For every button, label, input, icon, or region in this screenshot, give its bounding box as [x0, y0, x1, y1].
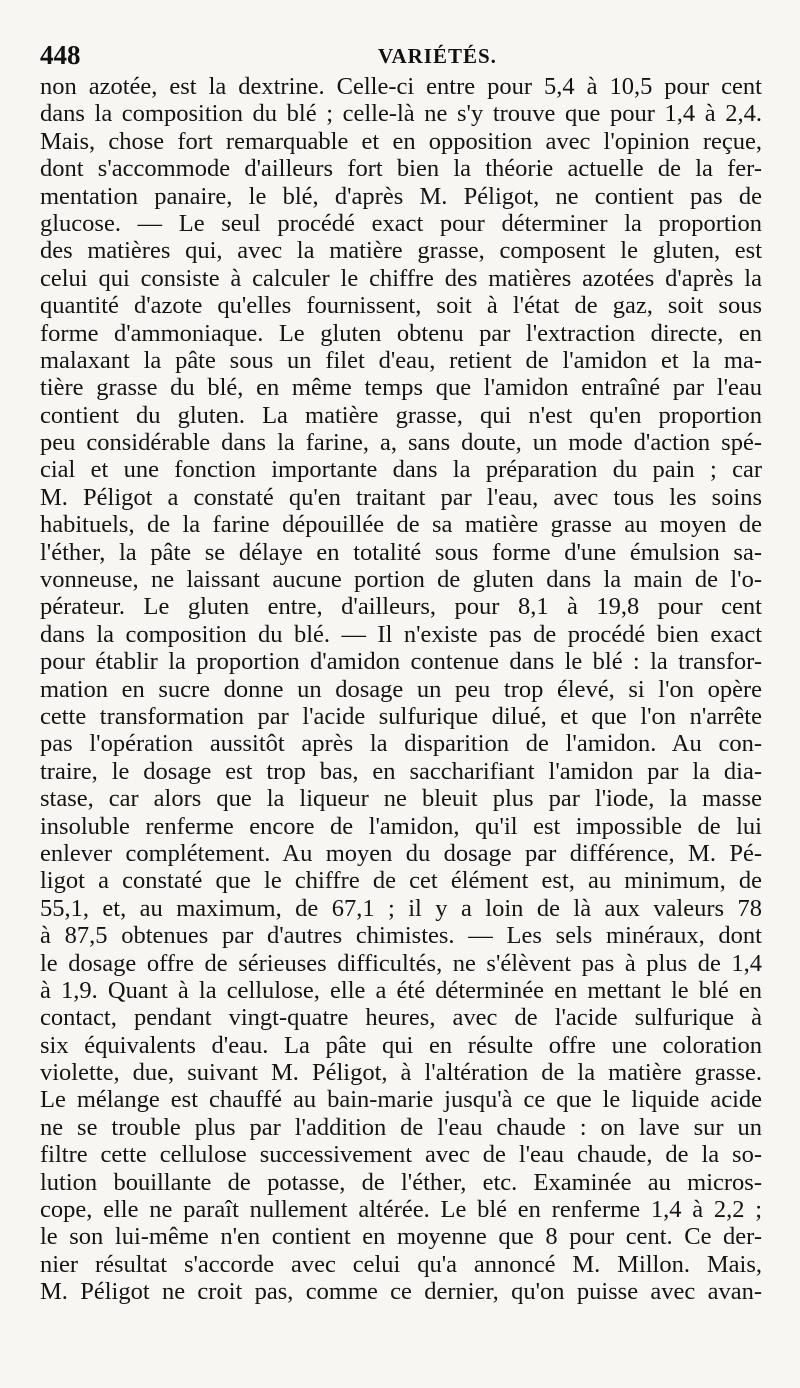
text-line: filtre cette cellulose successivement avec de l'eau chaude, de la so-: [40, 1141, 762, 1169]
text-line: cial et une fonction importante dans la préparation du pain ; car: [40, 456, 762, 484]
text-line: quantité d'azote qu'elles fournissent, soit à l'état de gaz, soit sous: [40, 292, 762, 320]
text-line: non azotée, est la dextrine. Celle-ci entre pour 5,4 à 10,5 pour cent: [40, 73, 762, 100]
text-line: cope, elle ne paraît nullement altérée. Le blé en renferme 1,4 à 2,2 ;: [40, 1196, 762, 1224]
text-line: nier résultat s'accorde avec celui qu'a annoncé M. Millon. Mais,: [40, 1250, 762, 1278]
text-line: stase, car alors que la liqueur ne bleuit plus par l'iode, la masse: [40, 785, 762, 813]
text-line: peu considérable dans la farine, a, sans doute, un mode d'action spé-: [40, 429, 762, 457]
text-line: insoluble renferme encore de l'amidon, qu'il est impossible de lui: [40, 812, 762, 840]
text-line: vonneuse, ne laissant aucune portion de gluten dans la main de l'o-: [40, 566, 762, 594]
text-line: dans la composition du blé. — Il n'existe pas de procédé bien exact: [40, 620, 762, 648]
text-line: à 1,9. Quant à la cellulose, elle a été déterminée en mettant le blé en: [40, 976, 762, 1004]
text-line: lution bouillante de potasse, de l'éther, etc. Examinée au micros-: [40, 1168, 762, 1196]
text-line: dont s'accommode d'ailleurs fort bien la théorie actuelle de la fer-: [40, 155, 762, 183]
text-line: mation en sucre donne un dosage un peu trop élevé, si l'on opère: [40, 675, 762, 703]
text-line: M. Péligot ne croit pas, comme ce dernier, qu'on puisse avec avan-: [40, 1278, 762, 1306]
text-line: cette transformation par l'acide sulfurique dilué, et que l'on n'arrête: [40, 702, 762, 730]
text-line: celui qui consiste à calculer le chiffre des matières azotées d'après la: [40, 264, 762, 292]
text-line: le son lui-même n'en contient en moyenne que 8 pour cent. Ce der-: [40, 1223, 762, 1251]
body-text: [40, 73, 762, 1306]
text-line: 55,1, et, au maximum, de 67,1 ; il y a loin de là aux valeurs 78: [40, 894, 762, 922]
text-line: le dosage offre de sérieuses difficultés, ne s'élèvent pas à plus de 1,4: [40, 949, 762, 977]
text-line: à 87,5 obtenues par d'autres chimistes. — Les sels minéraux, dont: [40, 922, 762, 950]
text-line: enlever complétement. Au moyen du dosage par différence, M. Pé-: [40, 839, 762, 867]
page-header: [40, 38, 760, 70]
text-line: contient du gluten. La matière grasse, qui n'est qu'en proportion: [40, 401, 762, 429]
text-line: violette, due, suivant M. Péligot, à l'altération de la matière grasse.: [40, 1059, 762, 1087]
text-line: Mais, chose fort remarquable et en opposition avec l'opinion reçue,: [40, 127, 762, 155]
text-line: des matières qui, avec la matière grasse, composent le gluten, est: [40, 237, 762, 265]
running-head: VARIÉTÉS.: [378, 44, 497, 68]
text-line: dans la composition du blé ; celle-là ne s'y trouve que pour 1,4 à 2,4.: [40, 100, 762, 128]
text-line: six équivalents d'eau. La pâte qui en résulte offre une coloration: [40, 1031, 762, 1059]
text-line: traire, le dosage est trop bas, en saccharifiant l'amidon par la dia-: [40, 757, 762, 785]
text-line: l'éther, la pâte se délaye en totalité sous forme d'une émulsion sa-: [40, 538, 762, 566]
text-line: tière grasse du blé, en même temps que l'amidon entraîné par l'eau: [40, 374, 762, 402]
text-line: M. Péligot a constaté qu'en traitant par l'eau, avec tous les soins: [40, 483, 762, 511]
page-number: 448: [40, 40, 81, 70]
text-line: malaxant la pâte sous un filet d'eau, retient de l'amidon et la ma-: [40, 346, 762, 374]
text-line: pas l'opération aussitôt après la disparition de l'amidon. Au con-: [40, 730, 762, 758]
text-line: ne se trouble plus par l'addition de l'eau chaude : on lave sur un: [40, 1113, 762, 1141]
text-line: pour établir la proportion d'amidon contenue dans le blé : la transfor-: [40, 648, 762, 676]
text-line: ligot a constaté que le chiffre de cet élément est, au minimum, de: [40, 867, 762, 895]
text-line: Le mélange est chauffé au bain-marie jusqu'à ce que le liquide acide: [40, 1086, 762, 1114]
text-line: glucose. — Le seul procédé exact pour déterminer la proportion: [40, 209, 762, 237]
text-line: pérateur. Le gluten entre, d'ailleurs, pour 8,1 à 19,8 pour cent: [40, 593, 762, 621]
text-line: contact, pendant vingt-quatre heures, avec de l'acide sulfurique à: [40, 1004, 762, 1032]
text-line: habituels, de la farine dépouillée de sa matière grasse au moyen de: [40, 511, 762, 539]
text-line: mentation panaire, le blé, d'après M. Péligot, ne contient pas de: [40, 182, 762, 210]
text-line: forme d'ammoniaque. Le gluten obtenu par l'extraction directe, en: [40, 319, 762, 347]
